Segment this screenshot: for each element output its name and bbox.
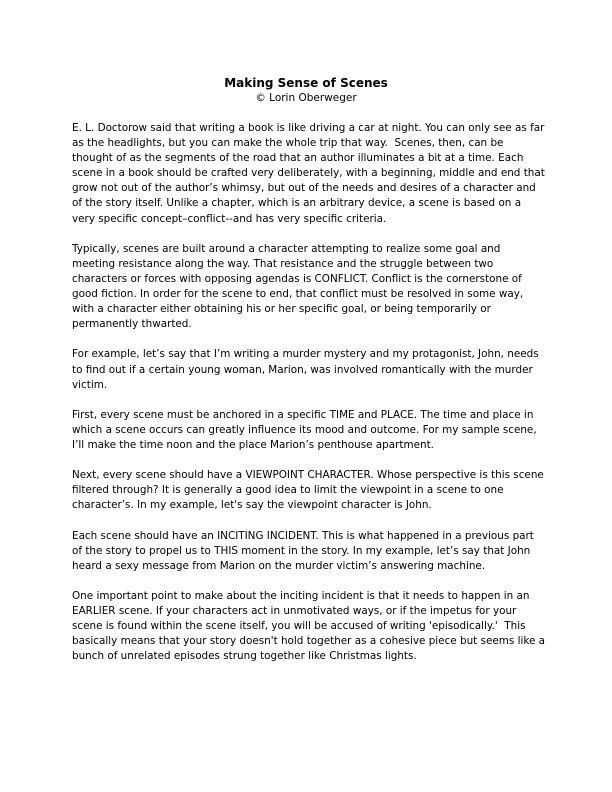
paragraph: First, every scene must be anchored in a specific TIME and PLACE. The time and place in which a scene occurs can greatly influence its mood and outcome. For my sample scene, I’ll make the time noon and the place Marion’s penthouse apartment. bbox=[72, 408, 540, 451]
paragraph: Typically, scenes are built around a character attempting to realize some goal and meeting resistance along the way. That resistance and the struggle between two characters or forces with opposing agendas is CONFLICT. Conflict is the cornerstone of good fiction. In order for the scene to end, that conflict must be resolved in some way, with a character either obtaining his or her specific goal, or being temporarily or permanently thwarted. bbox=[72, 242, 527, 331]
paragraph: Next, every scene should have a VIEWPOINT CHARACTER. Whose perspective is this scene filtered through? It is generally a good idea to limit the viewpoint in a scene to one character’s. In my example, let's say the viewpoint character is John. bbox=[72, 469, 548, 512]
document-title: Making Sense of Scenes bbox=[224, 76, 388, 90]
document-body bbox=[72, 121, 549, 679]
document-author: © Lorin Oberweger bbox=[255, 92, 357, 104]
paragraph: One important point to make about the inciting incident is that it needs to happen in an EARLIER scene. If your characters act in unmotivated ways, or if the impetus for your scene is found within the scene itself, you will be accused of writing 'episodically.' This basically means that your story doesn't hold together as a cohesive piece but seems like a bunch of unrelated episodes strung together like Christmas lights. bbox=[72, 589, 549, 663]
paragraph: Each scene should have an INCITING INCIDENT. This is what happened in a previous part of the story to propel us to THIS moment in the story. In my example, let’s say that John heard a sexy message from Marion on the murder victim’s answering machine. bbox=[72, 529, 538, 572]
paragraph: E. L. Doctorow said that writing a book is like driving a car at night. You can only see as far as the headlights, but you can make the whole trip that way. Scenes, then, can be thought of as the segments of the road that an author illuminates a bit at a time. Each scene in a book should be crafted very deliberately, with a beginning, middle and end that grow not out of the author’s whimsy, but out of the needs and desires of a character and of the story itself. Unlike a chapter, which is an arbitrary device, a scene is based on a very specific concept–conflict--and has very specific criteria. bbox=[72, 122, 549, 225]
paragraph: For example, let’s say that I’m writing a murder mystery and my protagonist, John, needs to find out if a certain young woman, Marion, was involved romantically with the murder victim. bbox=[72, 348, 542, 391]
